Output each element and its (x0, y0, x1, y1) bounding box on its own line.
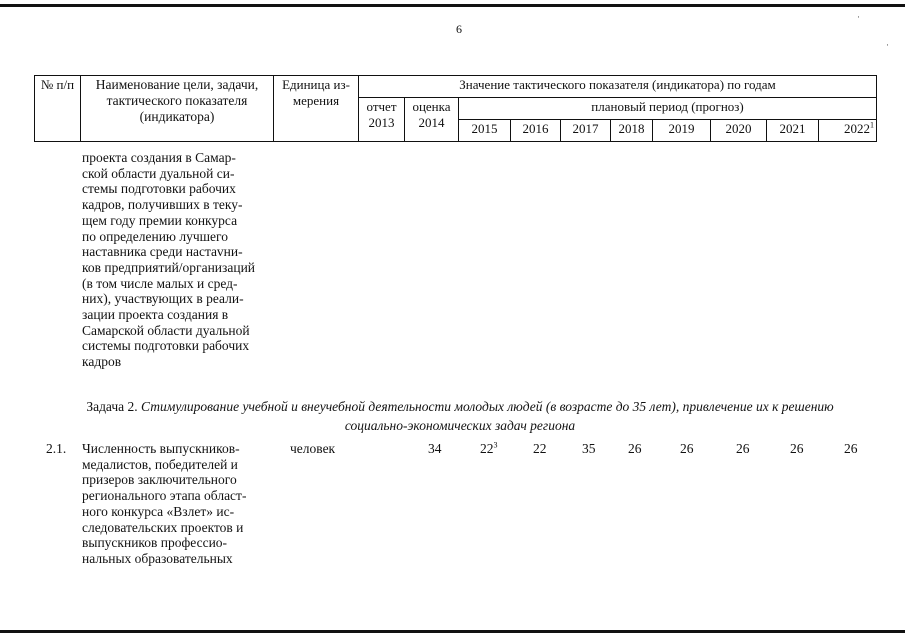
top-rule (0, 4, 905, 7)
header-year: 2015 (459, 120, 511, 142)
value-2020: 26 (790, 441, 804, 456)
text-line: призеров заключительного (82, 472, 237, 488)
header-year: 2017 (561, 120, 611, 142)
text-line: по определению лучшего (82, 228, 229, 244)
text-line: наставника среди настavни- (82, 244, 243, 260)
value-2016: 35 (582, 441, 596, 456)
text-line: (в том числе малых и сред- (82, 275, 238, 291)
task-2-heading (40, 397, 880, 435)
value-2014-number: 22 (480, 441, 494, 456)
value-2017: 26 (628, 441, 642, 456)
text-line: Самарской области дуальной (82, 322, 250, 338)
text-line: медалистов, победителей и (82, 456, 238, 472)
header-col-name: Наименование цели, задачи, тактического показателя (индикатора) (81, 76, 274, 142)
header-report-label: отчет (366, 99, 397, 114)
value-2021: 26 (844, 441, 858, 456)
text-line: ного конкурса «Взлет» ис- (82, 503, 235, 519)
text-line: ков предприятий/организаций (82, 259, 256, 275)
scan-mark-2: · (886, 40, 889, 50)
text-line: кадров, получивших в теку- (82, 197, 243, 213)
header-estimate-label: оценка (412, 99, 451, 114)
header-planned-period: плановый период (прогноз) (459, 98, 877, 120)
value-2014 (480, 441, 498, 457)
bottom-rule (0, 630, 905, 633)
text-line: выпускников профессио- (82, 535, 228, 551)
continuation-text (82, 150, 282, 370)
header-estimate-year: 2014 (418, 115, 445, 130)
header-col-number: № п/п (35, 76, 81, 142)
header-col-values: Значение тактического показателя (индикатора) по годам (359, 76, 877, 98)
task-2-text-line2: социально-экономических задач региона (344, 418, 576, 433)
header-year: 2021 (767, 120, 819, 142)
task-2-text: Стимулирование учебной и внеучебной деятельности молодых людей (в возрасте до 35 лет), привлечение их к решению (141, 399, 834, 414)
text-line: щем году премии конкурса (82, 212, 238, 228)
scan-mark: · (857, 12, 860, 22)
row-number: 2.1. (46, 441, 67, 456)
text-line: них), участвующих в реали- (82, 291, 244, 307)
header-year: 2020 (711, 120, 767, 142)
text-line: стемы подготовки рабочих (82, 181, 236, 197)
task-2-prefix: Задача 2. (86, 399, 142, 414)
header-estimate (405, 98, 459, 142)
value-2015: 22 (533, 441, 547, 456)
header-report-year: 2013 (368, 115, 395, 130)
header-year: 2018 (611, 120, 653, 142)
header-col-unit: Единица из-мерения (274, 76, 359, 142)
header-year-2022-value: 2022 (844, 121, 871, 136)
text-line: проекта создания в Самар- (82, 150, 236, 165)
header-year: 2016 (511, 120, 561, 142)
value-2019: 26 (736, 441, 750, 456)
value-2014-footnote: 3 (493, 440, 498, 450)
text-line: зации проекта создания в (82, 307, 229, 323)
header-table (34, 75, 877, 142)
text-line: кадров (82, 354, 122, 370)
header-year-2022 (819, 120, 877, 142)
text-line: системы подготовки рабочих (82, 338, 250, 354)
text-line: Численность выпускников- (82, 441, 240, 456)
text-line: регионального этапа област- (82, 488, 247, 504)
row-name (82, 441, 282, 567)
row-unit: человек (290, 441, 336, 456)
text-line: следовательских проектов и (82, 519, 244, 535)
value-2018: 26 (680, 441, 694, 456)
page-number: 6 (456, 22, 462, 36)
text-line: нальных образовательных (82, 550, 233, 566)
header-year: 2019 (653, 120, 711, 142)
header-footnote-mark: 1 (870, 120, 875, 130)
text-line: ской области дуальной си- (82, 165, 235, 181)
header-report (359, 98, 405, 142)
value-2013: 34 (428, 441, 442, 456)
